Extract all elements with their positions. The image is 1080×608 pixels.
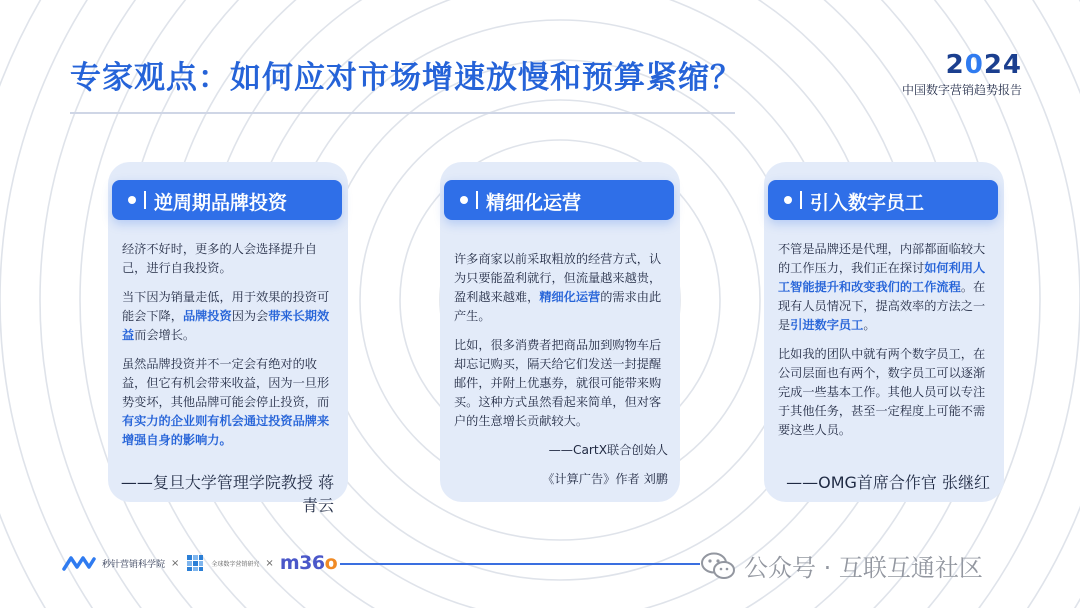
- card-attribution: 《计算广告》作者 刘鹏: [542, 472, 668, 486]
- logo-label: 全球数字营销研究: [211, 560, 260, 568]
- logo-separator: ×: [171, 557, 180, 569]
- highlight-text: 引进数字员工: [790, 318, 864, 332]
- highlight-text: 有实力的企业则有机会通过投资品牌来增强自身的影响力。: [122, 414, 330, 447]
- text-run: 的需求由此产生。: [454, 290, 662, 323]
- report-brand: [902, 50, 1022, 98]
- text-run: 许多商家以前采取粗放的经营方式，认为只要能盈利就行，但流量越来越贵，盈利越来越难，: [454, 252, 662, 304]
- highlight-text: 精细化运营: [539, 290, 601, 304]
- card-attribution: ——OMG首席合作官 张继红: [786, 473, 990, 492]
- highlight-text: 品牌投资: [182, 309, 232, 323]
- brand-year-part: 24: [983, 50, 1022, 80]
- logo-separator: ×: [265, 557, 274, 569]
- card-paragraph: [454, 250, 668, 326]
- logo-label: 秒针营销科学院: [102, 559, 166, 570]
- research-logo-icon: [185, 553, 205, 573]
- card-heading-bar: [768, 180, 998, 220]
- expert-card-digital-employee: [764, 162, 1004, 502]
- card-paragraph: 比如我的团队中就有两个数字员工，在公司层面也有两个，数字员工可以逐渐完成一些基本工作。其他人员可以专注于其他任务，甚至一定程度上可能不需要这些人员。: [778, 347, 986, 437]
- highlight-text: 带来长期效益: [122, 309, 330, 342]
- footer-divider: [340, 563, 700, 565]
- card-heading-bar: [444, 180, 674, 220]
- text-run: 当下因为销量走低，用于效果的投资可能会下降，: [122, 290, 330, 323]
- card-paragraph: 比如，很多消费者把商品加到购物车后却忘记购买，隔天给它们发送一封提醒邮件，并附上优惠券，就很可能带来购买。这种方式虽然看起来简单，但对客户的生意增长贡献较大。: [454, 338, 662, 428]
- text-run: 。在现有人员情况下，提高效率的方法之一是: [778, 280, 986, 332]
- card-heading: 逆周期品牌投资: [154, 192, 288, 214]
- brand-year-part: 2: [945, 50, 965, 80]
- card-body: [122, 240, 336, 460]
- highlight-text: 如何利用人工智能提升和改变我们的工作流程: [778, 261, 986, 294]
- wechat-icon: [700, 551, 736, 581]
- text-run: 虽然品牌投资并不一定会有绝对的收益，但它有机会带来收益，因为一旦形势变坏，其他品牌可能会停止投资，而: [122, 357, 330, 409]
- text-run: 而会增长。: [134, 328, 196, 342]
- watermark: [700, 548, 983, 583]
- title-divider: [70, 112, 735, 114]
- expert-card-brand-investment: [108, 162, 348, 515]
- card-paragraph: 经济不好时，更多的人会选择提升自己，进行自我投资。: [122, 242, 317, 275]
- page-title: 专家观点：如何应对市场增速放慢和预算紧缩？: [70, 60, 742, 96]
- brand-subtitle: 中国数字营销趋势报告: [901, 83, 1022, 97]
- divider-bar-icon: [800, 191, 802, 209]
- card-heading-bar: [112, 180, 342, 220]
- m360-logo-accent: o: [324, 552, 338, 574]
- card-paragraph: [778, 240, 992, 335]
- text-run: 因为会: [231, 309, 269, 323]
- miaozhen-logo-icon: [62, 553, 96, 573]
- divider-bar-icon: [476, 191, 478, 209]
- card-attribution: ——复旦大学管理学院教授 蒋青云: [120, 473, 334, 515]
- m360-logo-part: m36: [279, 552, 325, 574]
- card-heading: 引入数字员工: [810, 192, 925, 214]
- card-body: [778, 240, 992, 450]
- bullet-dot-icon: [128, 196, 136, 204]
- bullet-dot-icon: [784, 196, 792, 204]
- divider-bar-icon: [144, 191, 146, 209]
- text-run: 不管是品牌还是代理，内部都面临较大的工作压力，我们正在探讨: [778, 242, 986, 275]
- watermark-text: 公众号 · 互联互通社区: [744, 554, 983, 582]
- expert-card-refined-operation: [440, 162, 680, 502]
- partner-logos: [62, 552, 337, 574]
- brand-year: [902, 50, 1022, 80]
- card-attribution: ——CartX联合创始人: [548, 443, 668, 457]
- text-run: 。: [863, 318, 876, 332]
- card-heading: 精细化运营: [486, 192, 582, 214]
- m360-logo: [280, 552, 337, 574]
- card-body: [454, 250, 668, 499]
- brand-year-accent: 0: [964, 50, 984, 80]
- card-paragraph: [122, 355, 336, 450]
- bullet-dot-icon: [460, 196, 468, 204]
- card-paragraph: [122, 288, 336, 345]
